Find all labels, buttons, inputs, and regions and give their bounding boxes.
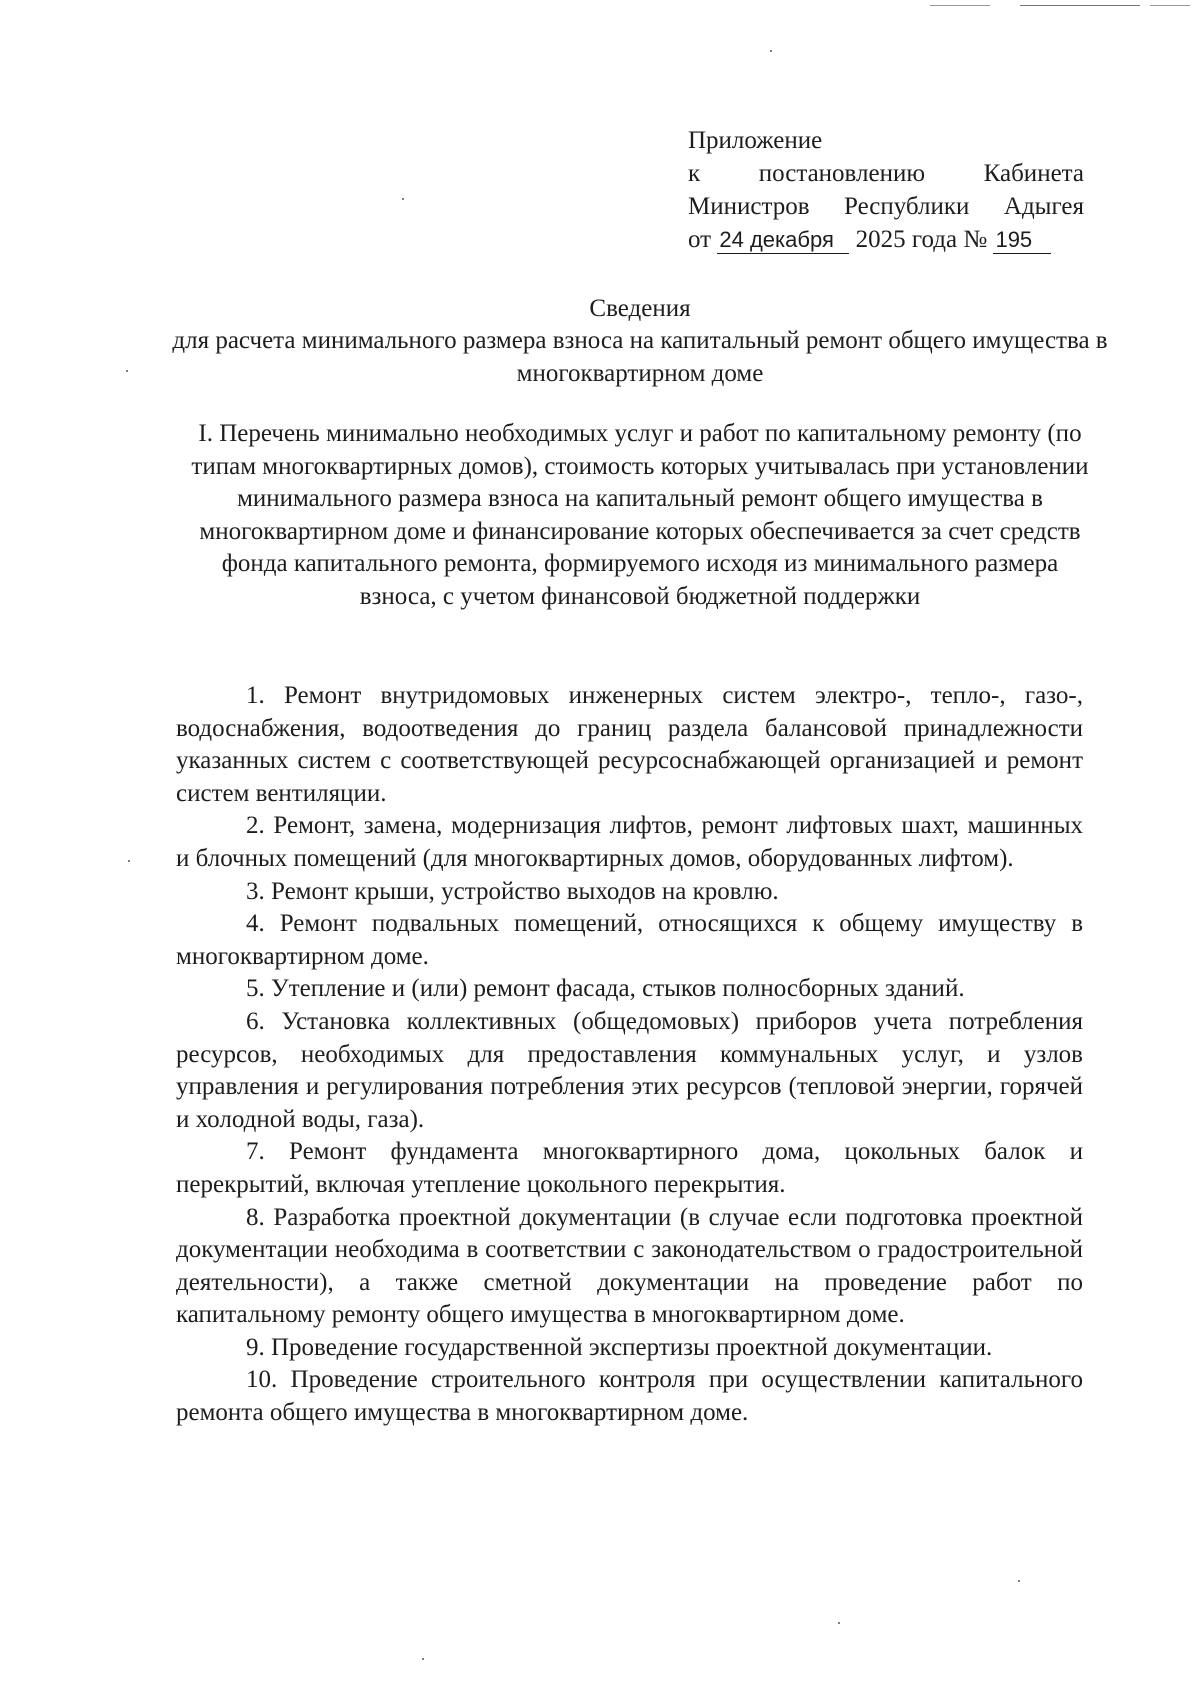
list-item: 3. Ремонт крыши, устройство выходов на кровлю.: [246, 877, 779, 905]
scan-artifact: [930, 5, 990, 6]
scan-speck: [1018, 1580, 1020, 1582]
list-item: 6. Установка коллективных (общедомовых) приборов учета потребления ресурсов, необходимых для предоставления коммунальных услуг, и узлов управления и регулирования потребления этих ресурсов (тепловой энергии, горячей и холодной воды, газа).: [176, 1007, 1083, 1133]
annex-authority: Министров Республики Адыгея: [688, 193, 1084, 220]
scan-speck: [838, 1622, 840, 1624]
scan-speck: [128, 860, 130, 862]
document-subtitle: для расчета минимального размера взноса на капитальный ремонт общего имущества в многоквартирном доме: [172, 327, 1108, 387]
scan-speck: [402, 198, 404, 200]
list-item: 8. Разработка проектной документации (в случае если подготовка проектной документации необходима в соответствии с законодательством о градостроительной деятельности), а также сметной документации на проведение работ по капитальному ремонту общего имущества в многоквартирном доме.: [176, 1203, 1083, 1329]
scan-artifact: [1020, 5, 1140, 6]
scan-artifact: [1150, 5, 1190, 6]
annex-date-year: 2025 года №: [855, 226, 988, 253]
scan-speck: [422, 1658, 424, 1660]
section-heading: I. Перечень минимально необходимых услуг и работ по капитальному ремонту (по типам многоквартирных домов), стоимость которых учитывалась при установлении минимального размера взноса на капитальный ремонт общего имущества в многоквартирном доме и финансирование которых обеспечивается за счет средств фонда капитального ремонта, формируемого исходя из минимального размера взноса, с учетом финансовой бюджетной поддержки: [191, 420, 1089, 610]
items-list: [176, 680, 1083, 1430]
annex-reference: к постановлению Кабинета: [688, 160, 1084, 187]
list-item: 9. Проведение государственной экспертизы проектной документации.: [246, 1333, 993, 1361]
annex-number-handwritten: 195: [993, 227, 1051, 254]
annex-date-line: [688, 223, 1084, 256]
list-item: 7. Ремонт фундамента многоквартирного дома, цокольных балок и перекрытий, включая утепление цокольного перекрытия.: [176, 1138, 1083, 1198]
annex-date-prefix: от: [688, 226, 712, 253]
scan-speck: [770, 50, 772, 52]
annex-label: Приложение: [688, 127, 823, 154]
list-item: 1. Ремонт внутридомовых инженерных систем электро-, тепло-, газо-, водоснабжения, водоотведения до границ раздела балансовой принадлежности указанных систем с соответствующей ресурсоснабжающей организацией и ремонт систем вентиляции.: [176, 682, 1083, 807]
document-title: Сведения: [589, 295, 691, 322]
scan-speck: [126, 370, 128, 372]
list-item: 2. Ремонт, замена, модернизация лифтов, ремонт лифтовых шахт, машинных и блочных помещений (для многоквартирных домов, оборудованных лифтом).: [176, 812, 1083, 872]
annex-date-handwritten: 24 декабря: [717, 227, 849, 254]
list-item: 10. Проведение строительного контроля при осуществлении капитального ремонта общего имущества в многоквартирном доме.: [176, 1366, 1083, 1427]
annex-header: [688, 124, 1084, 256]
list-item: 4. Ремонт подвальных помещений, относящихся к общему имуществу в многоквартирном доме.: [176, 910, 1083, 970]
list-item: 5. Утепление и (или) ремонт фасада, стыков полносборных зданий.: [246, 975, 965, 1003]
